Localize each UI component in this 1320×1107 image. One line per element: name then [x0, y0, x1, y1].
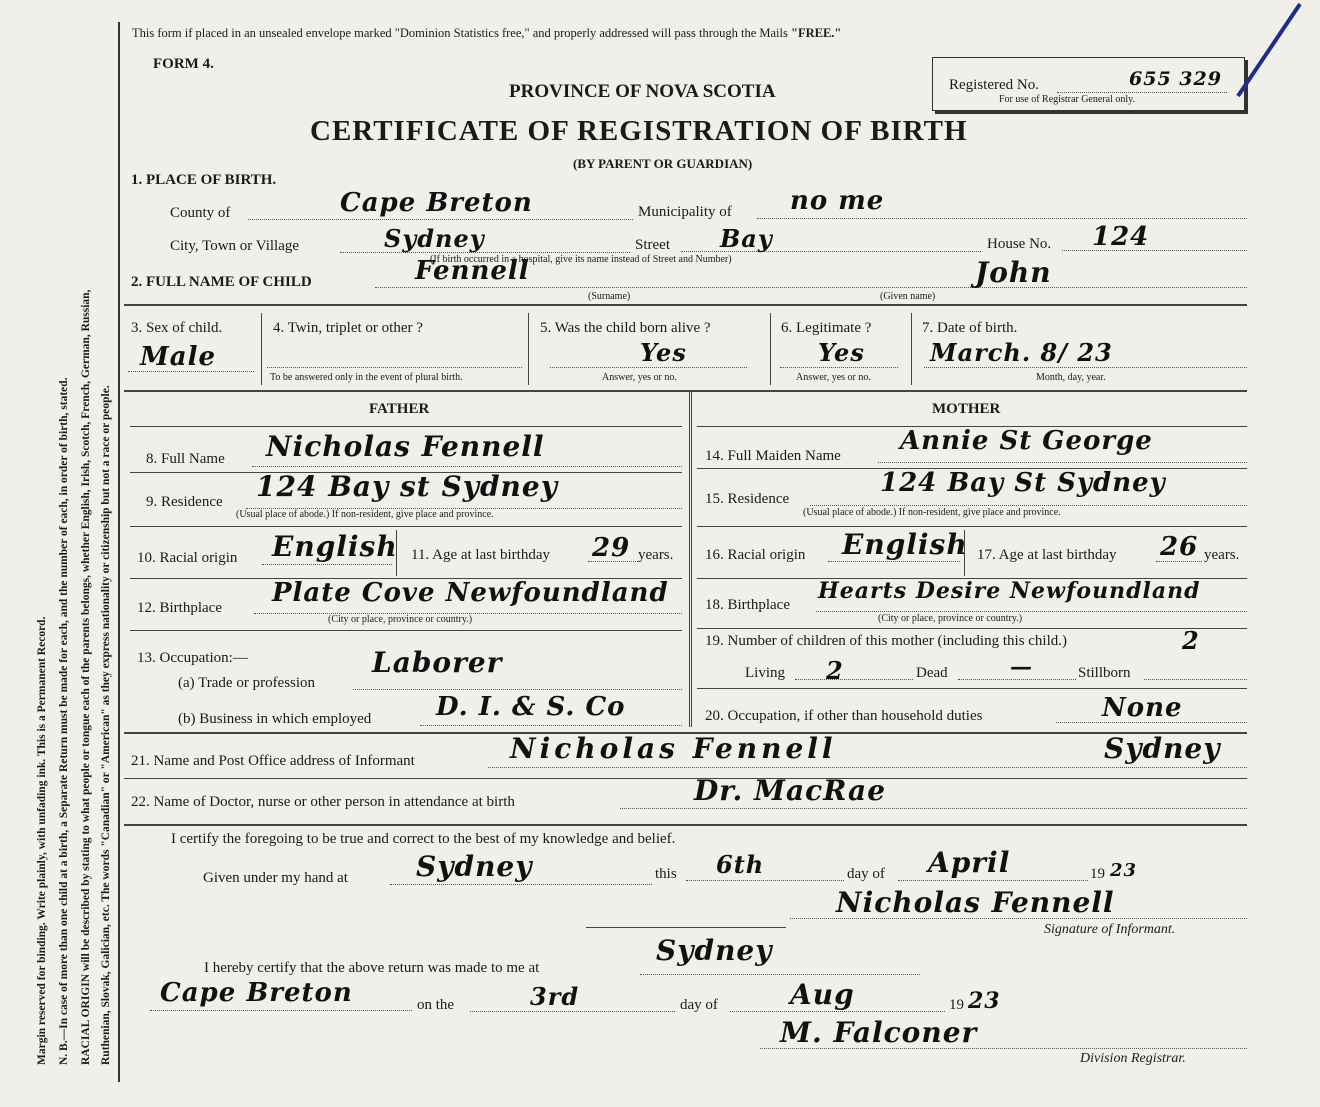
margin-note-3: RACIAL ORIGIN will be described by stating to what people or tongue each of the parents belongs, whether English, Irish, Scotch, French, German, Russian,: [80, 289, 92, 1065]
registrar-onthe-label: on the: [417, 997, 455, 1013]
registration-number: 655 329: [1129, 68, 1222, 90]
legitimate-label: 6. Legitimate ?: [781, 320, 872, 336]
mother-race-value: English: [842, 528, 968, 561]
father-name-label: 8. Full Name: [146, 451, 225, 467]
living-label: Living: [745, 665, 785, 681]
child-surname-value: Fennell: [415, 256, 530, 286]
father-birthplace-value: Plate Cove Newfoundland: [272, 578, 669, 608]
registrar-signature-label: Division Registrar.: [1080, 1051, 1186, 1066]
informant-label: 21. Name and Post Office address of Informant: [131, 753, 415, 769]
dead-value: —: [1010, 654, 1033, 680]
registrar-month-value: Aug: [790, 978, 855, 1011]
legitimate-note: Answer, yes or no.: [796, 372, 871, 383]
certify-statement: I certify the foregoing to be true and correct to the best of my knowledge and belief.: [171, 831, 676, 847]
occupation-label: 13. Occupation:—: [137, 650, 248, 666]
alive-value: Yes: [640, 338, 687, 367]
province-heading: PROVINCE OF NOVA SCOTIA: [509, 81, 776, 102]
mother-residence-note: (Usual place of abode.) If non-resident, give place and province.: [803, 507, 1061, 518]
mother-heading: MOTHER: [932, 401, 1001, 417]
twin-label: 4. Twin, triplet or other ?: [273, 320, 423, 336]
municipality-value: no me: [790, 186, 885, 216]
father-age-label: 11. Age at last birthday: [411, 547, 550, 563]
cert-dayof-label: day of: [847, 866, 885, 882]
registrar-dayof-label: day of: [680, 997, 718, 1013]
father-name-value: Nicholas Fennell: [266, 430, 545, 463]
mother-age-unit: years.: [1204, 547, 1240, 563]
margin-note-4: Ruthenian, Slovak, Galician, etc. The words "Canadian" or "American" as they express nationality or citizenship but not a race or people.: [100, 385, 112, 1065]
mail-notice-free: "FREE.": [791, 26, 842, 40]
children-count-label: 19. Number of children of this mother (including this child.): [705, 633, 1068, 649]
father-residence-note: (Usual place of abode.) If non-resident, give place and province.: [236, 509, 494, 520]
registration-note: For use of Registrar General only.: [999, 94, 1135, 105]
margin-border: [118, 22, 120, 1082]
house-label: House No.: [987, 236, 1052, 252]
mother-residence-value: 124 Bay St Sydney: [880, 468, 1166, 498]
registrar-year-value: 23: [968, 988, 1001, 1014]
dob-value: March. 8/ 23: [930, 338, 1113, 367]
street-value: Bay: [720, 224, 773, 253]
mother-race-label: 16. Racial origin: [705, 547, 806, 563]
mail-notice: [132, 26, 841, 41]
mother-age-label: 17. Age at last birthday: [977, 547, 1117, 563]
business-value: D. I. & S. Co: [436, 692, 626, 722]
given-place-value: Sydney: [416, 850, 533, 883]
living-value: 2: [826, 656, 844, 685]
child-name-label: 2. FULL NAME OF CHILD: [131, 274, 312, 290]
county-value: Cape Breton: [340, 188, 533, 218]
checkmark-path: [1238, 4, 1300, 96]
mother-name-label: 14. Full Maiden Name: [705, 448, 841, 464]
registrar-day-value: 3rd: [530, 982, 580, 1011]
father-race-value: English: [272, 530, 398, 563]
business-label: (b) Business in which employed: [178, 711, 372, 727]
dob-label: 7. Date of birth.: [922, 320, 1018, 336]
cert-month-value: April: [928, 846, 1011, 879]
city-label: City, Town or Village: [170, 238, 300, 254]
mother-birthplace-label: 18. Birthplace: [705, 597, 790, 613]
mother-age-value: 26: [1160, 532, 1199, 562]
father-residence-value: 124 Bay st Sydney: [256, 470, 558, 503]
form-number: FORM 4.: [153, 56, 214, 72]
registration-box: [932, 57, 1245, 111]
doctor-label: 22. Name of Doctor, nurse or other person in attendance at birth: [131, 794, 515, 810]
given-label: Given under my hand at: [203, 870, 348, 886]
city-value: Sydney: [384, 224, 485, 253]
margin-note-2: N. B.—In case of more than one child at a birth, a Separate Return must be made for each, and the number of each, in order of birth, stated.: [58, 377, 70, 1065]
street-label: Street: [635, 237, 670, 253]
place-of-birth-heading: 1. PLACE OF BIRTH.: [131, 172, 277, 188]
registration-label: Registered No.: [949, 77, 1039, 93]
father-race-label: 10. Racial origin: [137, 550, 238, 566]
dob-note: Month, day, year.: [1036, 372, 1106, 383]
informant-name-value: Nicholas Fennell: [510, 732, 837, 765]
cert-day-value: 6th: [716, 850, 765, 879]
children-count-value: 2: [1182, 626, 1200, 655]
father-birthplace-label: 12. Birthplace: [137, 600, 222, 616]
sex-value: Male: [140, 342, 217, 372]
informant-place-value: Sydney: [1104, 732, 1221, 765]
registrar-statement: I hereby certify that the above return was made to me at: [204, 960, 540, 976]
mother-residence-label: 15. Residence: [705, 491, 790, 507]
father-residence-label: 9. Residence: [146, 494, 223, 510]
cert-year-value: 23: [1110, 860, 1138, 881]
checkmark-stroke: [1236, 0, 1306, 100]
alive-note: Answer, yes or no.: [602, 372, 677, 383]
surname-note: (Surname): [588, 291, 631, 302]
certificate-subtitle: (BY PARENT OR GUARDIAN): [573, 156, 753, 171]
dead-label: Dead: [916, 665, 948, 681]
cert-year-prefix: 19: [1090, 866, 1105, 882]
father-age-unit: years.: [638, 547, 674, 563]
registrar-county-value: Cape Breton: [160, 978, 353, 1008]
twin-note: To be answered only in the event of plural birth.: [270, 372, 463, 383]
doctor-value: Dr. MacRae: [694, 774, 887, 807]
stillborn-label: Stillborn: [1078, 665, 1131, 681]
given-note: (Given name): [880, 291, 936, 302]
trade-value: Laborer: [372, 646, 503, 679]
mail-notice-text: This form if placed in an unsealed envelope marked "Dominion Statistics free," and properly addressed will pass through the Mails: [132, 26, 788, 40]
county-label: County of: [170, 205, 231, 221]
informant-signature: Nicholas Fennell: [836, 886, 1115, 919]
mother-occupation-value: None: [1102, 693, 1183, 723]
hospital-note: (If birth occurred in a hospital, give its name instead of Street and Number): [430, 254, 732, 265]
legitimate-value: Yes: [818, 338, 865, 367]
father-age-value: 29: [592, 533, 631, 563]
alive-label: 5. Was the child born alive ?: [540, 320, 711, 336]
certificate-title: CERTIFICATE OF REGISTRATION OF BIRTH: [310, 115, 968, 147]
sex-label: 3. Sex of child.: [131, 320, 223, 336]
father-heading: FATHER: [369, 401, 430, 417]
mother-name-value: Annie St George: [900, 426, 1153, 456]
child-given-value: John: [975, 256, 1052, 289]
mother-occupation-label: 20. Occupation, if other than household duties: [705, 708, 983, 724]
registrar-signature: M. Falconer: [780, 1016, 978, 1049]
registrar-place-value: Sydney: [656, 934, 773, 967]
informant-signature-label: Signature of Informant.: [1044, 922, 1176, 937]
trade-label: (a) Trade or profession: [178, 675, 316, 691]
house-value: 124: [1092, 222, 1150, 252]
municipality-label: Municipality of: [638, 204, 732, 220]
this-label: this: [655, 866, 677, 882]
registrar-year-prefix: 19: [949, 997, 964, 1013]
mother-birthplace-note: (City or place, province or country.): [878, 613, 1023, 624]
father-birthplace-note: (City or place, province or country.): [328, 614, 473, 625]
margin-note-1: Margin reserved for binding. Write plainly, with unfading ink. This is a Permanent Record.: [36, 616, 48, 1065]
mother-birthplace-value: Hearts Desire Newfoundland: [818, 578, 1201, 604]
